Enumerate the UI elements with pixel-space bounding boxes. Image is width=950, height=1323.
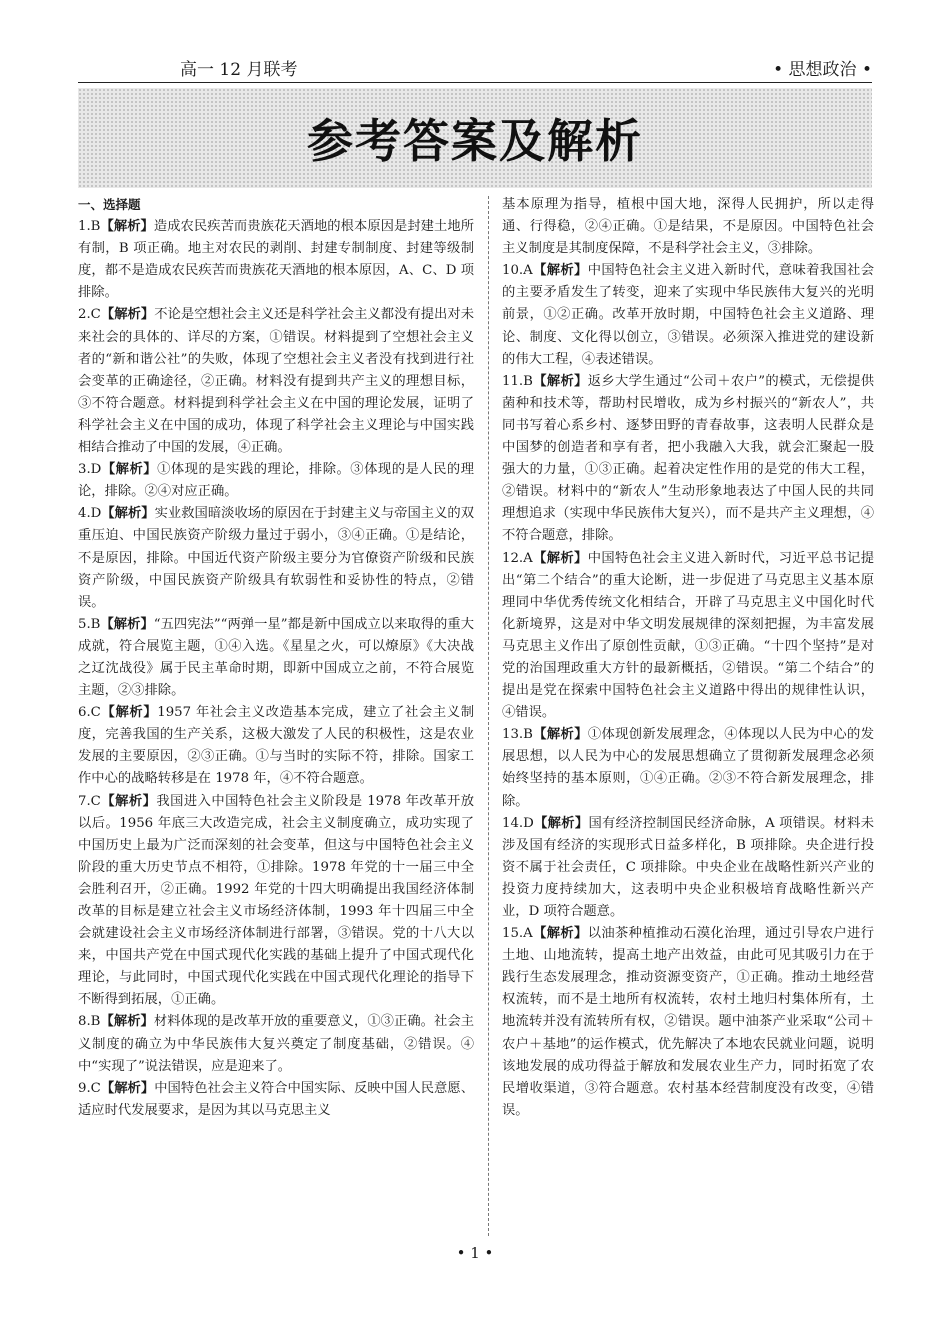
column-divider <box>488 196 489 1236</box>
answer-number: 13.B <box>502 727 533 743</box>
analysis-text: ①体现的是实践的理论，排除。③体现的是人民的理论，排除。②④对应正确。 <box>78 462 475 500</box>
answer-number: 12.A <box>502 550 533 566</box>
analysis-label: 【解析】 <box>532 263 588 279</box>
answer-number: 5.B <box>78 616 101 632</box>
answer-item <box>78 459 474 503</box>
section-heading: 一、选择题 <box>78 197 141 212</box>
analysis-label: 【解析】 <box>101 462 158 478</box>
answer-item <box>78 614 474 702</box>
answer-number: 10.A <box>502 263 533 279</box>
analysis-label: 【解析】 <box>100 1014 154 1030</box>
header-subject: • 思想政治 • <box>773 60 872 80</box>
answer-number: 3.D <box>78 462 102 478</box>
answer-item <box>78 791 474 1012</box>
header-rule <box>78 82 872 83</box>
answer-number: 6.C <box>78 705 101 721</box>
answer-item <box>502 923 874 1122</box>
answer-item <box>502 260 874 370</box>
page-number: • 1 • <box>456 1244 494 1262</box>
analysis-text: ①体现创新发展理念，④体现以人民为中心的发展思想，以人民为中心的发展思想确立了贯彻新发展理念必须始终坚持的基本原则，①④正确。②③不符合新发展理念，排除。 <box>502 727 875 809</box>
analysis-text: 1957 年社会主义改造基本完成，建立了社会主义制度，完善我国的生产关系，这极大激发了人民的积极性，这是农业发展的主要原因，②③正确。①与当时的实际不符，排除。国家工作中心的战略转移是在 1978 年，④不符合题意。 <box>78 705 474 787</box>
analysis-label: 【解析】 <box>100 1080 155 1096</box>
analysis-text: 返乡大学生通过“公司＋农户”的模式，无偿提供菌种和技术等，帮助村民增收，成为乡村振兴的“新农人”，共同书写着心系乡村、逐梦田野的青春故事，这表明人民群众是中国梦的创造者和享有者，把小我融入大我，就会汇聚起一股强大的力量，①③正确。起着决定性作用的是党的伟大工程，②错误。材料中的“新农人”生动形象地表达了中国人民的共同理想追求（实现中华民族伟大复兴），而不是共产主义理想，④不符合题意，排除。 <box>502 373 874 544</box>
page-title: 参考答案及解析 <box>307 114 643 168</box>
analysis-text: 以油茶种植推动石漠化治理，通过引导农户进行土地、山地流转，提高土地产出效益，由此可见其吸引力在于践行生态发展理念，推动资源变资产，①正确。推动土地经营权流转，而不是土地所有权流转，农村土地归村集体所有，土地流转并没有流转所有权，②错误。题中油茶产业采取“公司＋农户＋基地”的运作模式，优先解决了本地农民就业问题，说明该地发展的成功得益于解放和发展农业生产力，同时拓宽了农民增收渠道，③符合题意。农村基本经营制度没有改变，④错误。 <box>502 926 874 1118</box>
analysis-label: 【解析】 <box>100 307 155 323</box>
title-banner <box>78 88 872 188</box>
answer-item <box>78 503 474 613</box>
answer-number: 2.C <box>78 307 101 323</box>
left-column <box>78 194 474 1122</box>
analysis-label: 【解析】 <box>532 926 588 942</box>
analysis-text: 中国特色社会主义进入新时代，意味着我国社会的主要矛盾发生了转变，迎来了实现中华民族伟大复兴的光明前景，①②正确。改革开放时期，中国特色社会主义道路、理论、制度、文化得以创立，③错误。必须深入推进党的建设新的伟大工程，④表述错误。 <box>502 263 874 367</box>
answer-number: 1.B <box>78 219 101 235</box>
analysis-label: 【解析】 <box>100 616 154 632</box>
analysis-text: 造成农民疾苦而贵族花天酒地的根本原因是封建土地所有制，B 项正确。地主对农民的剥削、封建专制制度、封建等级制度，都不是造成农民疾苦而贵族花天酒地的根本原因，A、C、D 项排除。 <box>78 219 475 301</box>
answer-item <box>502 724 874 812</box>
answer-item <box>78 1078 474 1122</box>
answer-item <box>78 216 474 304</box>
analysis-label: 【解析】 <box>100 219 154 235</box>
analysis-text: 不论是空想社会主义还是科学社会主义都没有提出对未来社会的具体的、详尽的方案，①错误。材料提到了空想社会主义者的“新和谐公社”的失败，体现了空想社会主义者没有找到进行社会变革的正确途径，②正确。材料没有提到共产主义的理想目标，③不符合题意。材料提到科学社会主义在中国的理论发展，证明了科学社会主义在中国的成功，体现了科学社会主义理论与中国实践相结合推动了中国的发展，④正确。 <box>78 307 475 456</box>
analysis-label: 【解析】 <box>100 705 158 721</box>
answer-item <box>78 702 474 790</box>
analysis-label: 【解析】 <box>533 815 589 831</box>
analysis-text: 实业救国暗淡收场的原因在于封建主义与帝国主义的双重压迫、中国民族资产阶级力量过于弱小，③④正确。①是结论，不是原因，排除。中国近代资产阶级主要分为官僚资产阶级和民族资产阶级，中国民族资产阶级具有软弱性和妥协性的特点，②错误。 <box>78 506 475 610</box>
analysis-text: “五四宪法”“两弹一星”都是新中国成立以来取得的重大成就，符合展览主题，①④入选。《星星之火，可以燎原》《大决战之辽沈战役》属于民主革命时期，即新中国成立之前，不符合展览主题，②③排除。 <box>78 616 474 699</box>
answer-item <box>78 1011 474 1077</box>
answer-number: 14.D <box>502 815 534 831</box>
answer-number: 11.B <box>502 373 533 389</box>
answer-item <box>502 548 874 725</box>
analysis-text: 国有经济控制国民经济命脉，A 项错误。材料未涉及国有经济的实现形式日益多样化，B 项排除。央企进行投资不属于社会责任，C 项排除。中央企业在战略性新兴产业的投资力度持续加大，这表明中央企业积极培育战略性新兴产业，D 项符合题意。 <box>502 815 874 919</box>
answer-number: 7.C <box>78 793 101 809</box>
header-exam-title: 高一 12 月联考 <box>180 60 298 80</box>
analysis-label: 【解析】 <box>532 550 588 566</box>
analysis-label: 【解析】 <box>532 727 588 743</box>
analysis-text: 我国进入中国特色社会主义阶段是 1978 年改革开放以后。1956 年底三大改造完成，社会主义制度确立，成功实现了中国历史上最为广泛而深刻的社会变革，但这与中国特色社会主义阶段的重大历史节点不相符，①排除。1978 年党的十一届三中全会胜利召开，②正确。1992 年党的十四大明确提出我国经济体制改革的目标是建立社会主义市场经济体制，1993 年十四届三中全会就建设社会主义市场经济体制进行部署，③错误。党的十八大以来，中国共产党在中国式现代化实践的基础上提升了中国式现代化理论，与此同时，中国式现代化实践在中国式现代化理论的指导下不断得到拓展，①正确。 <box>78 793 475 1008</box>
answer-item <box>78 304 474 459</box>
analysis-text: 材料体现的是改革开放的重要意义，①③正确。社会主义制度的确立为中华民族伟大复兴奠定了制度基础，②错误。④中“实现了”说法错误，应是迎来了。 <box>78 1014 475 1074</box>
answer-item <box>502 371 874 548</box>
answer-number: 4.D <box>78 506 102 522</box>
analysis-label: 【解析】 <box>101 506 155 522</box>
answer-item <box>502 813 874 923</box>
answer-number: 8.B <box>78 1014 101 1030</box>
analysis-label: 【解析】 <box>532 373 588 389</box>
analysis-text: 中国特色社会主义符合中国实际、反映中国人民意愿、适应时代发展要求，是因为其以马克思主义 <box>78 1080 475 1118</box>
continued-answer-text: 基本原理为指导，植根中国大地，深得人民拥护，所以走得通、行得稳，②④正确。①是结果，不是原因。中国特色社会主义制度是其制度保障，不是科学社会主义，③排除。 <box>502 197 874 257</box>
page-header <box>180 56 872 80</box>
analysis-text: 中国特色社会主义进入新时代，习近平总书记提出“第二个结合”的重大论断，进一步促进了马克思主义基本原理同中华优秀传统文化相结合，开辟了马克思主义中国化时代化新境界，这是对中华文明发展规律的深刻把握，为丰富发展马克思主义作出了原创性贡献，①③正确。“十四个坚持”是对党的治国理政重大方针的最新概括，②错误。“第二个结合”的提出是党在探索中国特色社会主义道路中得出的规律性认识，④错误。 <box>502 550 874 721</box>
right-column <box>502 194 874 1122</box>
answer-number: 15.A <box>502 926 533 942</box>
analysis-label: 【解析】 <box>100 793 157 809</box>
answer-number: 9.C <box>78 1080 101 1096</box>
